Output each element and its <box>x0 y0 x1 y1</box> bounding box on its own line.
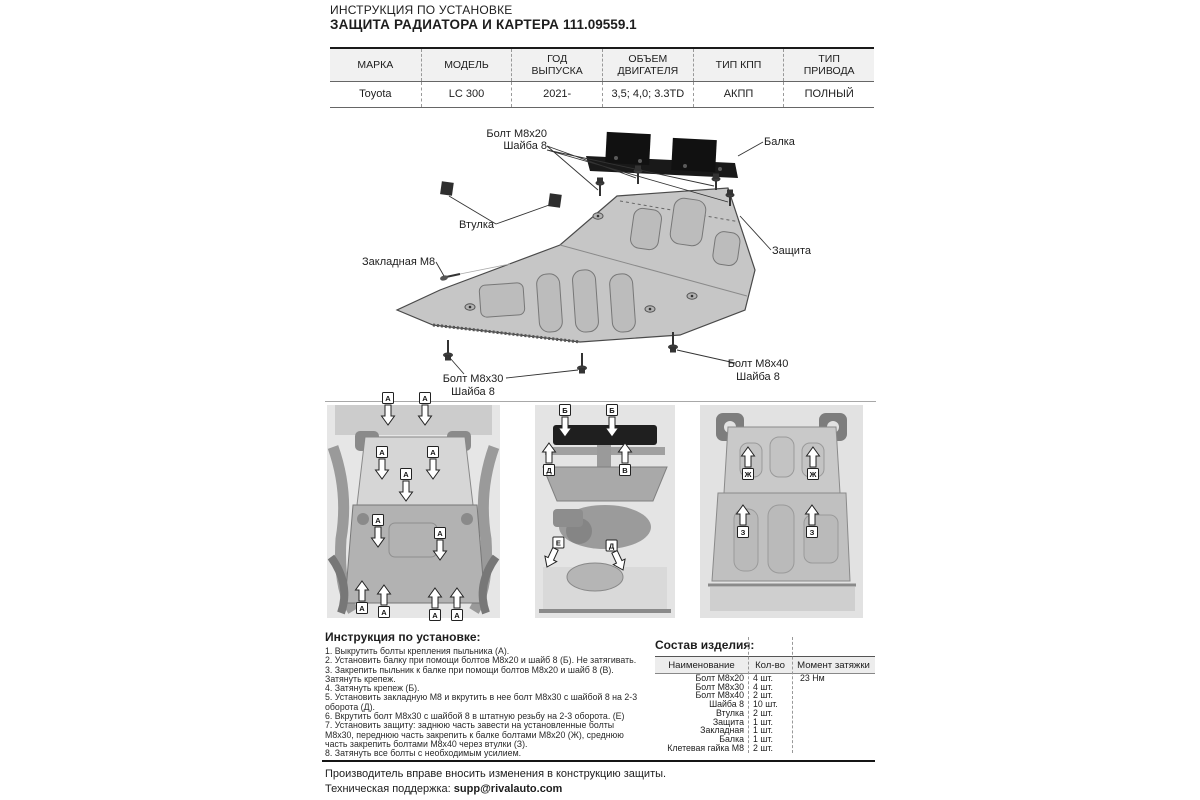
marker-letter: В <box>622 465 628 475</box>
marker-letter: А <box>375 515 381 525</box>
part-quantity: 2 шт. <box>753 742 773 753</box>
part-torque <box>792 726 875 735</box>
instruction-step: 1. Выкрутить болты крепления пыльника (А). <box>325 646 510 656</box>
instruction-step: 3. Закрепить пыльник к балке при помощи болтов М8х20 и шайб 8 (В). Затянуть крепеж. <box>325 664 614 684</box>
part-quantity: 2 шт. <box>753 690 773 701</box>
part-torque <box>792 735 875 744</box>
marker-letter: А <box>454 610 460 620</box>
section-divider <box>325 401 876 402</box>
vehicle-spec-header-row <box>330 49 874 82</box>
parts-table-rows <box>655 674 875 752</box>
part-torque <box>792 691 875 700</box>
part-torque <box>792 700 875 709</box>
photo-front-underbody <box>327 393 500 620</box>
spec-column-header: МАРКА <box>357 59 394 71</box>
part-torque <box>792 683 875 692</box>
marker-letter: З <box>740 527 746 537</box>
support-label: Техническая поддержка: <box>325 783 451 795</box>
vehicle-spec-table <box>330 47 874 108</box>
marker-letter: А <box>381 607 387 617</box>
marker-letter: Д <box>608 541 615 551</box>
part-quantity: 10 шт. <box>753 699 778 710</box>
bushing-glyphs <box>440 181 562 208</box>
instruction-step: 4. Затянуть крепеж (Б). <box>325 683 420 694</box>
label-shield: Защита <box>772 245 811 257</box>
label-washer-8-top: Шайба 8 <box>503 140 547 152</box>
marker-letter: А <box>379 447 385 457</box>
spec-value: ПОЛНЫЙ <box>783 82 874 107</box>
parts-column-header: Кол-во <box>755 660 785 671</box>
photo-beam-area <box>535 405 675 618</box>
exploded-diagram <box>320 106 880 402</box>
part-quantity: 2 шт. <box>753 707 773 718</box>
support-contact <box>325 783 562 795</box>
photo-installed-shield <box>700 405 863 618</box>
marker-letter: З <box>809 527 815 537</box>
installation-instructions <box>325 630 645 759</box>
part-name: Болт М8х40 <box>695 690 744 701</box>
marker-letter: Д <box>546 465 552 475</box>
shield-plate-shape <box>397 188 755 342</box>
part-torque <box>792 718 875 727</box>
part-quantity: 1 шт. <box>753 716 773 727</box>
spec-value: АКПП <box>693 82 784 107</box>
part-name: Болт М8х20 <box>695 673 744 683</box>
parts-column-divider <box>748 637 749 753</box>
spec-value: Toyota <box>359 88 392 100</box>
part-name: Защита <box>712 716 744 727</box>
instructions-title: Инструкция по установке: <box>325 630 481 644</box>
instruction-step: 8. Затянуть все болты с необходимым усилием. <box>325 748 522 759</box>
support-email: supp@rivalauto.com <box>453 783 563 795</box>
part-name: Клетевая гайка М8 <box>667 742 744 753</box>
beam-shape <box>586 132 738 178</box>
document-subtitle: ИНСТРУКЦИЯ ПО УСТАНОВКЕ <box>330 3 513 17</box>
part-quantity: 4 шт. <box>753 673 773 683</box>
marker-letter: Б <box>609 405 615 415</box>
marker-letter: Ж <box>744 469 752 479</box>
marker-letter: А <box>359 603 365 613</box>
marker-letter: А <box>430 447 436 457</box>
instruction-steps <box>325 647 645 759</box>
marker-letter: Е <box>555 538 561 548</box>
spec-column-header: ТИП КПП <box>693 49 784 81</box>
part-name: Болт М8х30 <box>695 681 744 692</box>
parts-column-header: Наименование <box>668 660 735 671</box>
label-beam: Балка <box>764 136 795 148</box>
spec-column-header: МОДЕЛЬ <box>421 49 512 81</box>
parts-column-divider <box>792 637 793 753</box>
part-torque <box>792 744 875 753</box>
part-torque: 23 Нм <box>800 673 825 683</box>
parts-row <box>655 744 875 753</box>
marker-letter: А <box>432 610 438 620</box>
parts-column-header: Момент затяжки <box>797 660 870 671</box>
part-quantity: 1 шт. <box>753 733 773 744</box>
page-title: ЗАЩИТА РАДИАТОРА И КАРТЕРА <box>330 17 560 32</box>
spec-value: 2021- <box>511 82 602 107</box>
label-bolt-m8x30: Болт М8х30 <box>442 373 504 385</box>
part-torque <box>792 709 875 718</box>
spec-column-header: ГОД ВЫПУСКА <box>511 49 602 81</box>
label-bolt-m8x20: Болт М8х20 <box>486 128 547 140</box>
spec-value: LC 300 <box>421 82 512 107</box>
part-name: Шайба 8 <box>709 699 744 710</box>
part-quantity: 1 шт. <box>753 725 773 736</box>
part-name: Втулка <box>716 707 744 718</box>
vehicle-spec-data-row <box>330 82 874 107</box>
parts-list-title: Состав изделия: <box>655 638 755 652</box>
marker-letter: А <box>422 393 428 403</box>
part-name: Закладная <box>700 725 744 736</box>
label-bushing: Втулка <box>459 219 494 231</box>
instruction-step: 2. Установить балку при помощи болтов М8х20 и шайб 8 (Б). Не затягивать. <box>325 655 637 666</box>
label-washer-8-right: Шайба 8 <box>736 371 780 383</box>
marker-letter: А <box>437 528 443 538</box>
marker-letter: А <box>385 393 391 403</box>
instruction-step: 7. Установить защиту: заднюю часть завести на установленные болты М8х30, переднюю часть закрепить к балке болтами М8х20 (Ж), среднюю часть закрепить болтами М8х40 через втулки (З). <box>325 720 624 749</box>
label-bolt-m8x40: Болт М8х40 <box>727 358 789 370</box>
spec-column-header: ОБЪЕМ ДВИГАТЕЛЯ <box>602 49 693 81</box>
part-name: Балка <box>719 733 744 744</box>
instruction-step: 5. Установить закладную М8 и вкрутить в нее болт М8х30 с шайбой 8 на 2-3 оборота (Д). <box>325 692 638 712</box>
marker-letter: Б <box>562 405 568 415</box>
part-number: 111.09559.1 <box>563 17 637 32</box>
label-washer-8-bottom: Шайба 8 <box>451 386 495 398</box>
marker-letter: Ж <box>809 469 817 479</box>
spec-column-header: ТИП ПРИВОДА <box>783 49 874 81</box>
parts-table-header <box>655 656 875 674</box>
instruction-step: 6. Вкрутить болт М8х30 с шайбой 8 в штатную резьбу на 2-3 оборота. (Е) <box>325 711 625 722</box>
manufacturer-note: Производитель вправе вносить изменения в конструкцию защиты. <box>325 768 667 780</box>
parts-table <box>655 656 875 752</box>
spec-value: 3,5; 4,0; 3.3TD <box>602 82 693 107</box>
label-embedded-nut: Закладная М8 <box>362 256 436 268</box>
part-quantity: 4 шт. <box>753 681 773 692</box>
footer-divider <box>322 760 875 762</box>
marker-letter: А <box>403 469 409 479</box>
